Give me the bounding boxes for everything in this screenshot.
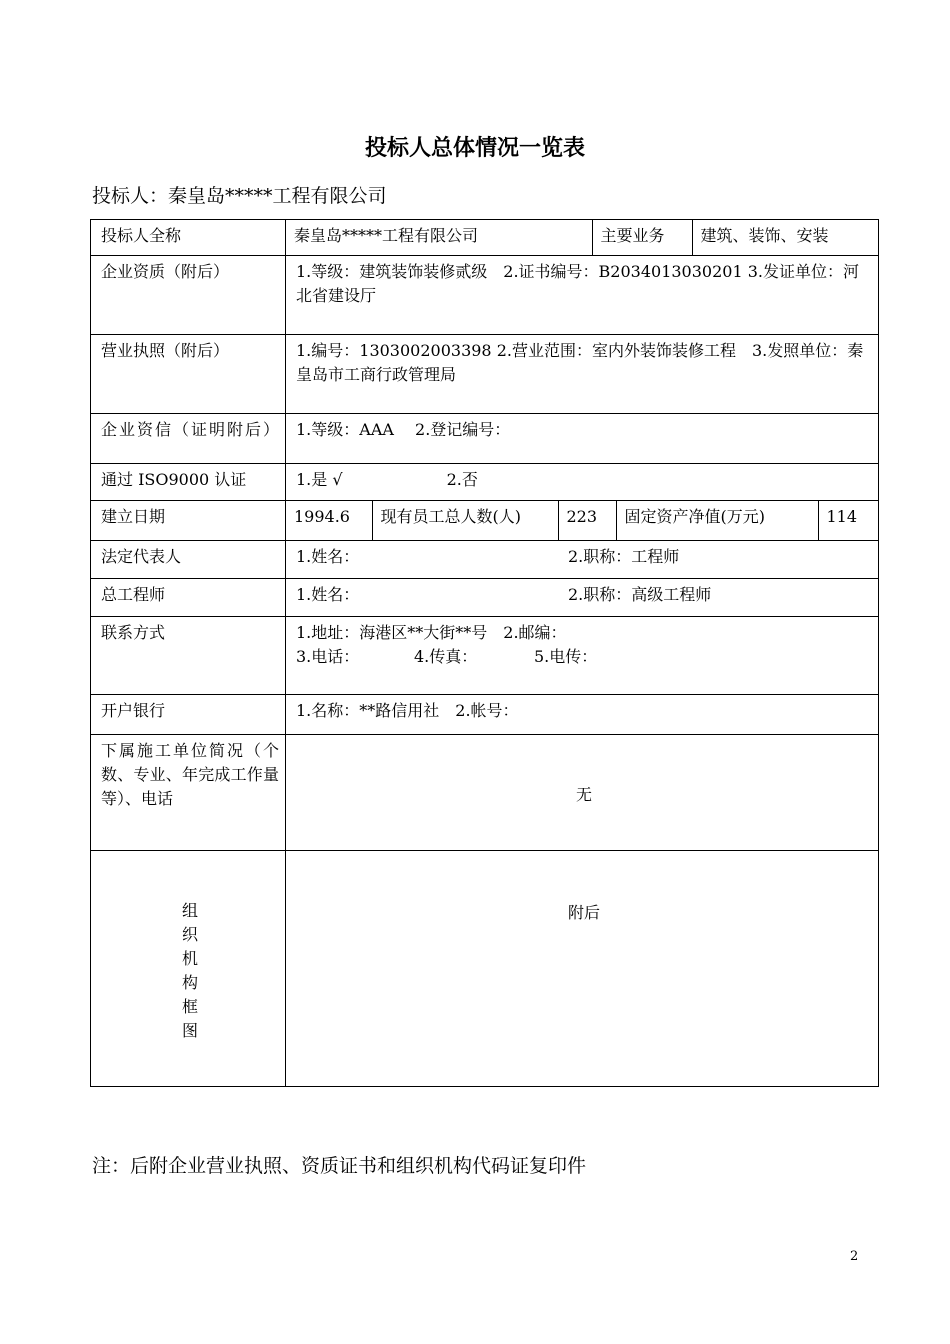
footnote: 注：后附企业营业执照、资质证书和组织机构代码证复印件 <box>92 1155 587 1177</box>
bank-value: 1.名称：**路信用社 2.帐号： <box>286 695 879 735</box>
row-iso <box>91 464 879 501</box>
org-chart-value: 附后 <box>286 851 879 1087</box>
row-bank <box>91 695 879 735</box>
assets-label: 固定资产净值(万元) <box>616 501 818 540</box>
bidder-name: 秦皇岛*****工程有限公司 <box>168 185 387 207</box>
full-name-label: 投标人全称 <box>91 220 286 256</box>
bidder-label: 投标人： <box>92 185 169 207</box>
legal-rep-label: 法定代表人 <box>91 541 286 579</box>
row-qualification <box>91 256 879 335</box>
contact-fax: 4.传真： <box>414 647 478 666</box>
staff-value: 223 <box>558 501 616 540</box>
main-business-value: 建筑、装饰、安装 <box>700 226 829 245</box>
row-subunits <box>91 735 879 851</box>
row-founded <box>91 501 879 541</box>
chief-engineer-title: 2.职称：高级工程师 <box>568 585 712 604</box>
credit-value: 1.等级：AAA 2.登记编号： <box>286 414 879 464</box>
main-business-label: 主要业务 <box>592 220 692 255</box>
contact-phone: 3.电话： <box>296 647 360 666</box>
row-credit <box>91 414 879 464</box>
staff-label: 现有员工总人数(人) <box>372 501 558 540</box>
row-license <box>91 335 879 414</box>
contact-label: 联系方式 <box>91 617 286 695</box>
legal-rep-name: 1.姓名： <box>296 547 360 566</box>
contact-address: 1.地址：海港区**大街**号 2.邮编： <box>296 623 567 642</box>
chief-engineer-label: 总工程师 <box>91 579 286 617</box>
full-name-value: 秦皇岛*****工程有限公司 <box>286 220 592 255</box>
bidder-line <box>92 181 387 208</box>
assets-value: 114 <box>826 507 858 526</box>
subunits-label: 下属施工单位简况（个数、专业、年完成工作量等）、电话 <box>91 735 286 851</box>
row-chief-engineer <box>91 579 879 617</box>
row-contact <box>91 617 879 695</box>
chief-engineer-name: 1.姓名： <box>296 585 360 604</box>
bank-label: 开户银行 <box>91 695 286 735</box>
license-label: 营业执照（附后） <box>91 335 286 414</box>
qualification-value: 1.等级：建筑装饰装修贰级 2.证书编号：B2034013030201 3.发证单位：河北省建设厅 <box>286 256 879 335</box>
contact-telegraph: 5.电传： <box>534 647 598 666</box>
row-full-name <box>91 220 879 256</box>
bidder-overview-table <box>90 219 879 1087</box>
iso-label: 通过 ISO9000 认证 <box>91 464 286 501</box>
subunits-value: 无 <box>286 735 879 851</box>
founded-value: 1994.6 <box>286 501 372 540</box>
page-title: 投标人总体情况一览表 <box>364 135 585 161</box>
org-chart-label: 组 织 机 构 框 图 <box>91 851 286 1087</box>
license-value: 1.编号：1303002003398 2.营业范围：室内外装饰装修工程 3.发照单位：秦皇岛市工商行政管理局 <box>286 335 879 414</box>
page-number: 2 <box>850 1249 859 1264</box>
founded-label: 建立日期 <box>91 501 286 541</box>
row-legal-rep <box>91 541 879 579</box>
credit-label: 企业资信（证明附后） <box>91 414 286 464</box>
iso-no-option: 2.否 <box>446 470 478 489</box>
iso-yes-option: 1.是 √ <box>296 470 343 489</box>
legal-rep-title: 2.职称：工程师 <box>568 547 680 566</box>
qualification-label: 企业资质（附后） <box>91 256 286 335</box>
row-org-chart <box>91 851 879 1087</box>
